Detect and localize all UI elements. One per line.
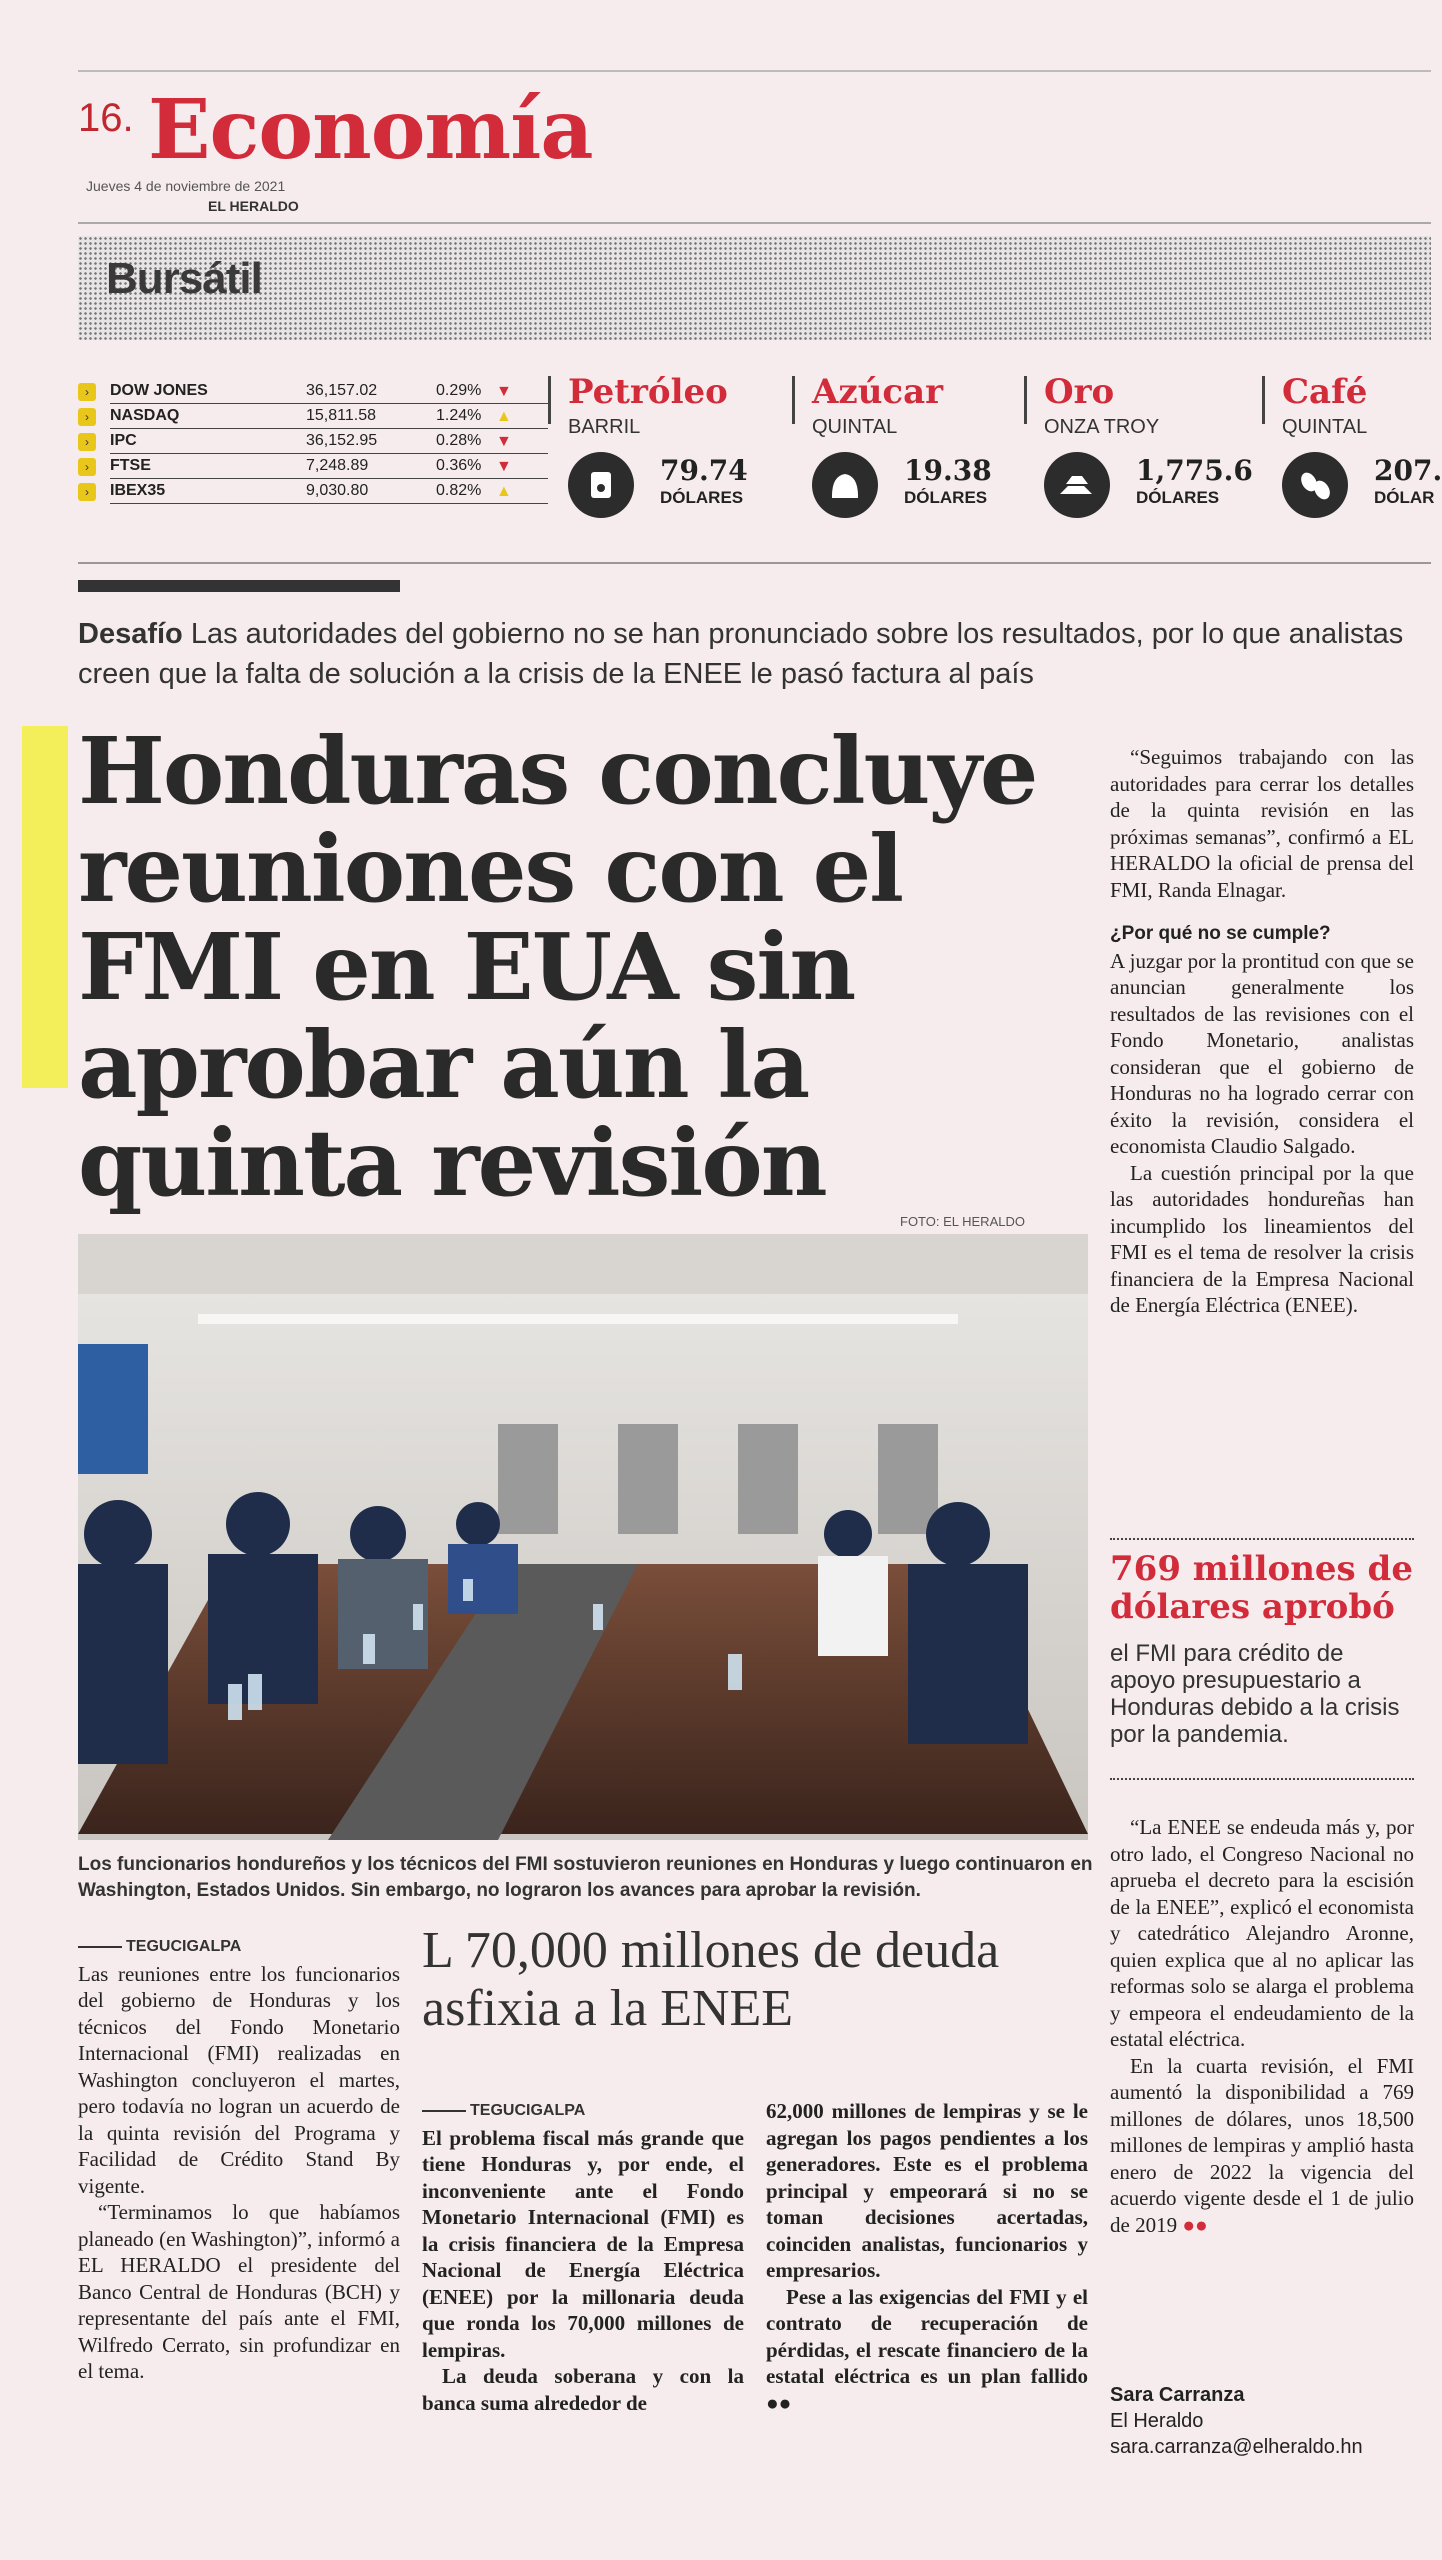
commodity-azucar: [792, 372, 1022, 522]
index-row: [78, 430, 548, 454]
commodity-name: Oro: [1044, 372, 1115, 412]
commodity-separator: [1024, 376, 1027, 424]
subheadline: L 70,000 millones de deuda asfixia a la ENEE: [422, 1922, 1000, 2037]
index-value: 7,248.89: [306, 457, 369, 474]
byline-email[interactable]: sara.carranza@elheraldo.hn: [1110, 2436, 1363, 2458]
dateline-text: TEGUCIGALPA: [470, 2102, 586, 2119]
index-change: 0.36%: [436, 457, 482, 474]
index-change: 0.82%: [436, 482, 482, 499]
row-rule: [110, 478, 548, 479]
down-arrow-icon: ▼: [496, 433, 512, 450]
chevron-right-icon: ›: [78, 433, 96, 451]
commodity-name: Azúcar: [812, 372, 944, 412]
commodity-oro: [1024, 372, 1254, 522]
body-column-1: [78, 1934, 400, 2385]
commodity-unit: BARRIL: [568, 416, 641, 438]
sugar-sack-icon: [812, 452, 878, 518]
index-value: 15,811.58: [306, 407, 376, 424]
commodity-separator: [548, 376, 551, 424]
dotted-rule: [1110, 1538, 1414, 1540]
row-rule: [110, 503, 548, 504]
paragraph: La deuda soberana y con la banca suma alrededor de: [422, 2364, 744, 2415]
photo-credit: FOTO: EL HERALDO: [900, 1214, 1025, 1229]
paragraph: 62,000 millones de lempiras y se le agregan los pagos pendientes a los generadores. Este es el problema principal y empeorará si no se toman decisiones acertadas, coinciden analistas, funcionarios y empresarios.: [766, 2099, 1088, 2282]
paragraph: Las reuniones entre los funcionarios del gobierno de Honduras y los técnicos del Fondo Monetario Internacional (FMI) realizadas en Washington concluyeron el martes, pero todavía no logran un acuerdo de la quinta revisión del Programa y Facilidad de Crédito Stand By vigente.: [78, 1961, 400, 2198]
down-arrow-icon: ▼: [496, 458, 512, 475]
index-name: IBEX35: [110, 482, 166, 499]
up-arrow-icon: ▲: [496, 483, 512, 500]
index-value: 9,030.80: [306, 482, 369, 499]
paragraph: [1110, 2053, 1414, 2239]
commodity-currency: DÓLARES: [904, 488, 988, 507]
index-value: 36,152.95: [306, 432, 378, 449]
right-column-bottom: [1110, 1814, 1414, 2238]
commodity-currency: DÓLARES: [1136, 488, 1220, 507]
index-change: 1.24%: [436, 407, 482, 424]
index-row: [78, 455, 548, 479]
pull-quote-title: 769 millones de dólares aprobó: [1110, 1549, 1413, 1627]
issue-date: Jueves 4 de noviembre de 2021: [86, 178, 286, 194]
index-name: FTSE: [110, 457, 151, 474]
index-name: DOW JONES: [110, 382, 208, 399]
commodity-cafe: [1262, 372, 1442, 522]
up-arrow-icon: ▲: [496, 408, 512, 425]
header-rule: [78, 222, 1431, 224]
index-row: [78, 405, 548, 429]
highlighter-mark: [22, 726, 68, 1088]
commodity-separator: [1262, 376, 1265, 424]
index-value: 36,157.02: [306, 382, 378, 399]
end-mark: ●●: [1182, 2212, 1208, 2237]
bursatil-title: Bursátil: [106, 254, 262, 303]
headline: Honduras concluye reuniones con el FMI en EUA sin aprobar aún la quinta revisión: [78, 717, 1037, 1217]
paragraph: A juzgar por la prontitud con que se anuncian generalmente los resultados de las revisiones con el Fondo Monetario, analistas consideran que el gobierno de Honduras no ha logrado cerrar con éxito la revisión, considera el economista Claudio Salgado.: [1110, 948, 1414, 1158]
commodity-unit: QUINTAL: [1282, 416, 1368, 438]
right-column-top: [1110, 744, 1414, 1319]
coffee-bean-icon: [1282, 452, 1348, 518]
chevron-right-icon: ›: [78, 458, 96, 476]
bursatil-bottom-rule: [78, 562, 1431, 564]
dateline-bar: [78, 1946, 122, 1948]
commodity-separator: [792, 376, 795, 424]
thick-rule: [78, 580, 400, 592]
byline-paper: El Heraldo: [1110, 2410, 1204, 2432]
paragraph-text: Pese a las exigencias del FMI y el contrato de recuperación de pérdidas, el rescate financiero de la estatal eléctrica es un plan fallido: [766, 2284, 1088, 2388]
index-change: 0.29%: [436, 382, 482, 399]
index-row: [78, 480, 548, 504]
row-rule: [110, 428, 548, 429]
index-change: 0.28%: [436, 432, 482, 449]
dateline: [78, 1934, 400, 1961]
commodity-value: 207.: [1374, 454, 1442, 487]
commodity-value: 1,775.6: [1136, 454, 1253, 487]
byline-name: Sara Carranza: [1110, 2384, 1245, 2406]
commodity-unit: QUINTAL: [812, 416, 898, 438]
page-number: 16.: [78, 96, 134, 140]
paragraph: “La ENEE se endeuda más y, por otro lado, el Congreso Nacional no aprueba el decreto para la escisión de la ENEE”, explicó el economista y catedrático Alejandro Aronne, quien explica que al no aplicar las reformas solo se alarga el problema y empeora el endeudamiento de la estatal eléctrica.: [1110, 1815, 1414, 2051]
meeting-photo: [78, 1234, 1088, 1840]
photo-caption: Los funcionarios hondureños y los técnicos del FMI sostuvieron reuniones en Honduras y luego continuaron en Washington, Estados Unidos. Sin embargo, no lograron los avances para aprobar la revisión.: [78, 1854, 1093, 1901]
chevron-right-icon: ›: [78, 483, 96, 501]
paragraph: “Terminamos lo que habíamos planeado (en Washington)”, informó a EL HERALDO el presidente del Banco Central de Honduras (BCH) y representante del país ante el FMI, Wilfredo Cerrato, sin profundizar en el tema.: [78, 2200, 400, 2383]
paragraph: El problema fiscal más grande que tiene Honduras y, por ende, el inconveniente ante el Fondo Monetario Internacional (FMI) es la crisis financiera de la Empresa Nacional de Energía Eléctrica (ENEE) por la millonaria deuda que ronda los 70,000 millones de lempiras.: [422, 2125, 744, 2362]
index-name: IPC: [110, 432, 137, 449]
section-title: Economía: [148, 82, 593, 178]
paragraph: “Seguimos trabajando con las autoridades para cerrar los detalles de la quinta revisión en las próximas semanas”, confirmó a EL HERALDO la oficial de prensa del FMI, Randa Elnagar.: [1110, 745, 1414, 902]
pull-quote-text: el FMI para crédito de apoyo presupuestario a Honduras debido a la crisis por la pandemia.: [1110, 1640, 1400, 1748]
commodity-unit: ONZA TROY: [1044, 416, 1160, 438]
commodity-name: Petróleo: [568, 372, 728, 412]
dotted-rule: [1110, 1778, 1414, 1780]
oil-drop-icon: [568, 452, 634, 518]
bursatil-band: [78, 236, 1431, 340]
body-column-2: [422, 2098, 744, 2416]
article-deck: [78, 614, 1408, 694]
end-mark: ●●: [766, 2390, 792, 2415]
commodity-currency: DÓLAR: [1374, 488, 1435, 507]
commodity-name: Café: [1282, 372, 1368, 412]
commodity-value: 79.74: [660, 454, 748, 487]
chevron-right-icon: ›: [78, 408, 96, 426]
newspaper-name: EL HERALDO: [208, 198, 299, 214]
dateline-text: TEGUCIGALPA: [126, 1938, 242, 1955]
deck-label: Desafío: [78, 618, 183, 650]
paragraph: [766, 2284, 1088, 2417]
commodity-currency: DÓLARES: [660, 488, 744, 507]
paragraph: La cuestión principal por la que las autoridades hondureñas han incumplido los lineamientos del FMI es el tema de resolver la crisis financiera de la Empresa Nacional de Energía Eléctrica (ENEE).: [1110, 1160, 1414, 1317]
dateline: [422, 2098, 744, 2125]
down-arrow-icon: ▼: [496, 383, 512, 400]
right-subtitle: ¿Por qué no se cumple?: [1110, 923, 1331, 944]
row-rule: [110, 403, 548, 404]
commodity-value: 19.38: [904, 454, 992, 487]
top-rule: [78, 70, 1431, 72]
commodity-petroleo: [548, 372, 778, 522]
index-name: NASDAQ: [110, 407, 180, 424]
dateline-bar: [422, 2110, 466, 2112]
row-rule: [110, 453, 548, 454]
deck-text: Las autoridades del gobierno no se han pronunciado sobre los resultados, por lo que analistas creen que la falta de solución a la crisis de la ENEE le pasó factura al país: [78, 618, 1404, 690]
chevron-right-icon: ›: [78, 383, 96, 401]
body-column-3: [766, 2098, 1088, 2416]
index-row: [78, 380, 548, 404]
paragraph-text: En la cuarta revisión, el FMI aumentó la disponibilidad a 769 millones de dólares, unos 18,500 millones de lempiras y amplió hasta enero de 2022 la vigencia del acuerdo vigente desde el 1 de julio de 2019: [1110, 2053, 1414, 2237]
gold-bars-icon: [1044, 452, 1110, 518]
